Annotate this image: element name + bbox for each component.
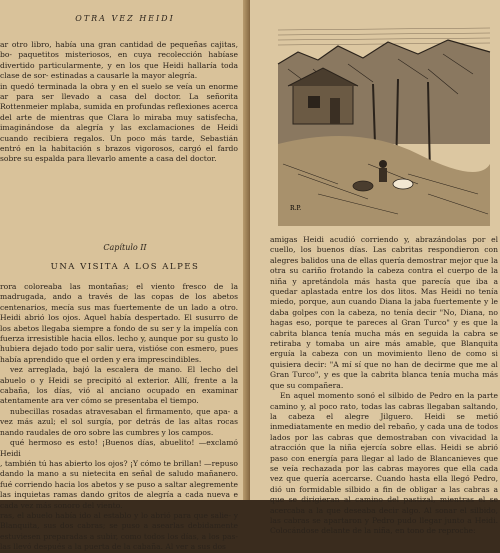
right-text-block (270, 235, 498, 537)
paragraph: rora coloreaba las montañas; el viento fresco de la madrugada, ando a través de las copas de los abetos centenarios, mecía sus mas fuertemente de un lado a otro. Heidi abrió los ojos. Aquel había despertado. El susurro de los abetos llegaba siempre a fondo de su ser y la impelía con fuerza irresistible hacia ellos. lecho y, aunque por su gusto lo hubiera dejado todo por salir uera, vistióse con esmero, pues había aprendido que el orden y era imprescindibles. (0, 282, 238, 364)
illustrator-signature: R.P. (290, 205, 302, 212)
paragraph: vez arreglada, bajó la escalera de mano. El lecho del abuelo o y Heidi se precipitó al exterior. Allí, frente a la cabaña, los días, vió al anciano ocupado en examinar atentamente ara ver cómo se presentaba el tiempo. (0, 365, 238, 406)
paragraph: nubecillas rosadas atravesaban el firmamento, que apa- a vez más azul; el sol surgía, por detrás de las altas rocas nando raudales de oro sobre las cumbres y los campos. (0, 406, 238, 437)
chapter-text-block (0, 282, 238, 553)
paragraph: , también tú has abierto los ojos? ¡Y cómo te brillan! —repuso dando la mano a su nietecita en señal de saludo mañanero. fué corriendo hacia los abetos y se puso a saltar alegremente las inquietas ramas dando gritos de alegría a cada nueva e cada vez más sonoro del viento. (0, 458, 238, 510)
left-page (0, 0, 250, 552)
chapter-title: UNA VISITA A LOS ALPES (50, 262, 200, 272)
paragraph: qué hermoso es esto! ¡Buenos días, abuelito! —exclamó Heidi (0, 438, 238, 458)
chapter-label: Capítulo II (103, 243, 147, 252)
paragraph: ar otro libro, había una gran cantidad de pequeñas cajitas, bo- paquetitos misteriosos, en cuya recolección habíase divertido particularmente, y en los que Heidi hallaría toda clase de sor- estinadas a causarle la mayor alegría. (0, 40, 238, 81)
paragraph: in quedó terminada la obra y en el suelo se veía un enorme ar para ser llevado a casa del doctor. La señorita Rottenmeier mplaba, sumida en profundas reflexiones acerca del arte de mientras que Clara lo miraba muy satisfecha, imaginándose da alegría y las exclamaciones de Heidi cuando recibiera regalos. Un poco más tarde, Sebastián entró en la habitación s brazos vigorosos, cargó el fardo sobre su espalda para llevarlo amente a casa del doctor. (0, 81, 238, 164)
paragraph: ras, el abuelo había ido al establo y lo abrió para que salie- y Blanquita, sus dos cabras; se puso a asearlas debidamente estuviesen preparadas a subir, como todos los días, a los pas- las llevó después a la puerta de la cabaña. Al ver a sus dos (0, 510, 238, 552)
paragraph: En aquel momento sonó el silbido de Pedro en la parte camino y, al poco rato, todas las cabras llegaban saltando, la cabeza el alegre Jilguero. Heidi se metió inmediatamente en medio del rebaño, y cada una de todos lados por las cabras que demostraban con vivacidad la atracción que la niña ejercía sobre ellas. Heidi se abrió paso con energía para llegar al lado de Blancanieves que se veía rechazada por las cabras mayores que ella cada vez que quería acercarse. Cuando hasta ella llegó Pedro, dió un formidable silbido a fin de obligar a las cabras a que se dirigieran al camino del pastizal, mientras el se acercaba a la que deseaba decir algo. Al sonar el silbido, las cabras se apartaron y Pedro pudo llegar junto a Heidi. Colocándose delante de la niña, en tono de reproche: (270, 391, 498, 536)
top-text-block (0, 40, 238, 165)
mountain-illustration (278, 24, 490, 226)
right-page-text (250, 232, 500, 536)
running-head: OTRA VEZ HEIDI (75, 14, 175, 23)
paragraph: amigas Heidi acudió corriendo y, abrazándolas por el cuello, los buenos días. Las cabritas respondieron con alegres balidos una de ellas quería demostrar mejor que la otra su cariño frotando la cabeza contra el cuerpo de la niña y apretándola más hasta que parecía que iba a quedar aplastada entre los dos litos. Mas Heidi no tenía miedo, porque, aun cuando Diana la jaba fuertemente y le daba golpes con la cabeza, no tenía decir "No, Diana, no hagas eso, porque te pareces al Gran Turco" y es que la cabrita blanca tenía mucha más en seguida la cabra se retiraba y tomaba un aire más amable, que Blanquita erguía la cabeza con un movimiento lleno de como si quisiera decir: "A mí sí que no han de decirme que me al Gran Turco", y es que la cabrita blanca tenía mucha más que su compañera. (270, 235, 498, 390)
